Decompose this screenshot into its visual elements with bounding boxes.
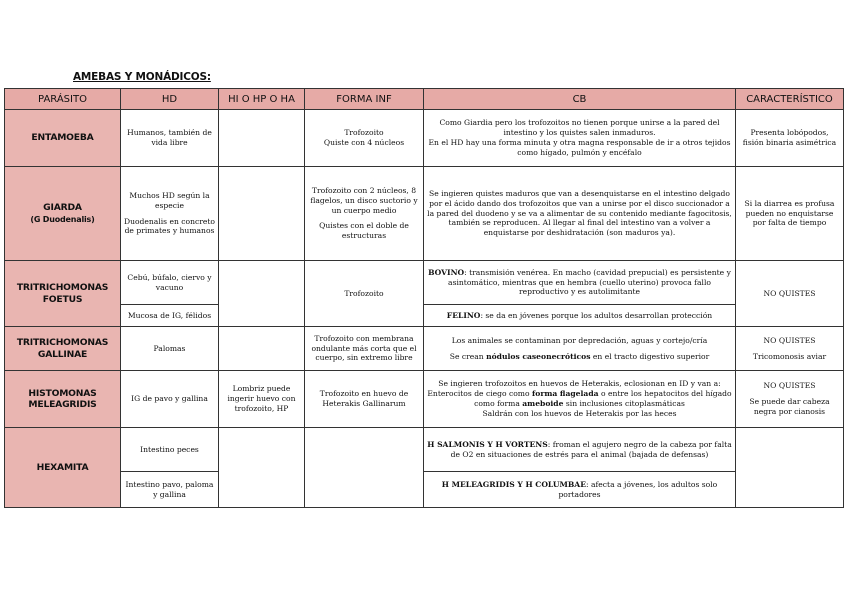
hd-cell: Intestino peces bbox=[121, 428, 219, 472]
table-row bbox=[5, 371, 844, 428]
caracteristico-cell: Presenta lobópodos, fisión binaria asimétrica bbox=[736, 110, 844, 167]
header-hi: HI O HP O HA bbox=[219, 89, 305, 110]
forma-text: Quiste con 4 núcleos bbox=[323, 138, 405, 147]
table-row bbox=[5, 305, 844, 327]
parasite-name-main: GIARDA bbox=[43, 202, 82, 214]
cb-cell bbox=[424, 428, 736, 472]
caracteristico-text: NO QUISTES bbox=[763, 335, 816, 345]
caracteristico-cell: NO QUISTES bbox=[736, 261, 844, 327]
caracteristico-cell bbox=[736, 327, 844, 371]
caracteristico-text: NO QUISTES bbox=[763, 381, 816, 391]
hd-cell: Intestino pavo, paloma y gallina bbox=[121, 472, 219, 508]
header-parasito: PARÁSITO bbox=[5, 89, 121, 110]
hi-cell bbox=[219, 327, 305, 371]
forma-cell: Trofozoito en huevo de Heterakis Gallinarum bbox=[305, 371, 424, 428]
cb-text: Como Giardia pero los trofozoitos no tienen porque unirse a la pared del intestino y los quistes salen inmaduros. bbox=[439, 118, 720, 138]
cb-text: : afecta a jóvenes, los adultos solo portadores bbox=[558, 479, 718, 499]
cb-text: en el tracto digestivo superior bbox=[590, 351, 710, 361]
cb-bold: ameboide bbox=[522, 399, 564, 408]
cb-cell bbox=[424, 371, 736, 428]
cb-bold: H MELEAGRIDIS Y H COLUMBAE bbox=[441, 479, 586, 489]
parasite-name: HISTOMONAS MELEAGRIDIS bbox=[5, 371, 121, 428]
forma-cell: Trofozoito bbox=[305, 261, 424, 327]
parasite-name: ENTAMOEBA bbox=[5, 110, 121, 167]
hi-cell bbox=[219, 261, 305, 327]
parasite-name bbox=[5, 167, 121, 261]
hd-cell bbox=[121, 167, 219, 261]
parasite-name: TRITRICHOMONAS GALLINAE bbox=[5, 327, 121, 371]
table-row bbox=[5, 110, 844, 167]
cb-cell bbox=[424, 261, 736, 305]
header-row bbox=[5, 89, 844, 110]
hi-cell: Lombriz puede ingerir huevo con trofozoito, HP bbox=[219, 371, 305, 428]
cb-cell bbox=[424, 327, 736, 371]
header-forma: FORMA INF bbox=[305, 89, 424, 110]
forma-text: Trofozoito bbox=[344, 128, 384, 138]
hd-cell: Cebú, búfalo, ciervo y vacuno bbox=[121, 261, 219, 305]
caracteristico-text: Se puede dar cabeza negra por cianosis bbox=[749, 397, 830, 416]
cb-text: En el HD hay una forma minuta y otra magna responsable de ir a otros tejidos como hígado, pulmón y encéfalo bbox=[428, 138, 731, 157]
parasite-name: TRITRICHOMONAS FOETUS bbox=[5, 261, 121, 327]
parasite-table bbox=[4, 88, 844, 508]
caracteristico-cell bbox=[736, 371, 844, 428]
cb-bold: nódulos caseonecróticos bbox=[486, 351, 591, 361]
header-cb: CB bbox=[424, 89, 736, 110]
hi-cell bbox=[219, 110, 305, 167]
cb-text: sin inclusiones citoplasmáticas bbox=[563, 399, 685, 408]
parasite-name: HEXAMITA bbox=[5, 428, 121, 508]
caracteristico-cell: Si la diarrea es profusa pueden no enquistarse por falta de tiempo bbox=[736, 167, 844, 261]
table-row bbox=[5, 327, 844, 371]
cb-bold: H SALMONIS Y H VORTENS bbox=[427, 439, 548, 449]
table-row bbox=[5, 428, 844, 472]
forma-cell bbox=[305, 428, 424, 508]
cb-text: Se crean bbox=[449, 351, 487, 361]
hd-cell: IG de pavo y gallina bbox=[121, 371, 219, 428]
cb-cell bbox=[424, 305, 736, 327]
cb-text: : transmisión venérea. En macho (cavidad prepucial) es persistente y asintomático, mientras que en hembra (cuello uterino) provoca fallo reproductivo y es autolimitante bbox=[448, 267, 731, 297]
document-title: AMEBAS Y MONÁDICOS: bbox=[73, 71, 211, 83]
forma-cell bbox=[305, 167, 424, 261]
caracteristico-text: Tricomonosis aviar bbox=[752, 351, 827, 361]
header-caracteristico: CARACTERÍSTICO bbox=[736, 89, 844, 110]
forma-text: Quistes con el doble de estructuras bbox=[319, 221, 409, 241]
cb-cell: Se ingieren quistes maduros que van a desenquistarse en el intestino delgado por el ácido dando dos trofozoitos que van a unirse por el disco succionador a la pared del duodeno y se va a alimentar de su contenido mediante fagocitosis, también se reproducen. Al llegar al final del intestino van a volver a enquistarse por deshidratación (son maduros ya). bbox=[424, 167, 736, 261]
cb-cell bbox=[424, 110, 736, 167]
forma-cell: Trofozoito con membrana ondulante más corta que el cuerpo, sin extremo libre bbox=[305, 327, 424, 371]
cb-bold: FELINO bbox=[446, 310, 481, 320]
hi-cell bbox=[219, 428, 305, 508]
cb-cell bbox=[424, 472, 736, 508]
hd-cell: Palomas bbox=[121, 327, 219, 371]
hi-cell bbox=[219, 167, 305, 261]
cb-bold: BOVINO bbox=[428, 267, 465, 277]
cb-text: Saldrán con los huevos de Heterakis por las heces bbox=[482, 408, 677, 418]
parasite-name-sub: (G Duodenalis) bbox=[30, 214, 95, 224]
hd-cell: Humanos, también de vida libre bbox=[121, 110, 219, 167]
hd-text: Duodenalis en concreto de primates y humanos bbox=[124, 216, 216, 236]
cb-text: o entre los hepatocitos del hígado como forma bbox=[474, 389, 732, 408]
table-row bbox=[5, 167, 844, 261]
table-row bbox=[5, 472, 844, 508]
hd-cell: Mucosa de IG, félidos bbox=[121, 305, 219, 327]
hd-text: Muchos HD según la especie bbox=[129, 190, 210, 210]
cb-bold: forma flagelada bbox=[532, 389, 599, 399]
header-hd: HD bbox=[121, 89, 219, 110]
cb-text: Se ingieren trofozoitos en huevos de Heterakis, eclosionan en ID y van a: Enterocitos de ciego como bbox=[427, 379, 721, 399]
forma-text: Trofozoito con 2 núcleos, 8 flagelos, un disco suctorio y un cuerpo medio bbox=[310, 185, 418, 215]
table-row bbox=[5, 261, 844, 305]
cb-text: : froman el agujero negro de la cabeza por falta de O2 en situaciones de estrés para el animal (bajada de defensas) bbox=[450, 439, 732, 459]
caracteristico-cell bbox=[736, 428, 844, 508]
cb-text: : se da en jóvenes porque los adultos desarrollan protección bbox=[480, 310, 713, 320]
forma-cell bbox=[305, 110, 424, 167]
cb-text: Los animales se contaminan por depredación, aguas y cortejo/cría bbox=[451, 335, 708, 345]
